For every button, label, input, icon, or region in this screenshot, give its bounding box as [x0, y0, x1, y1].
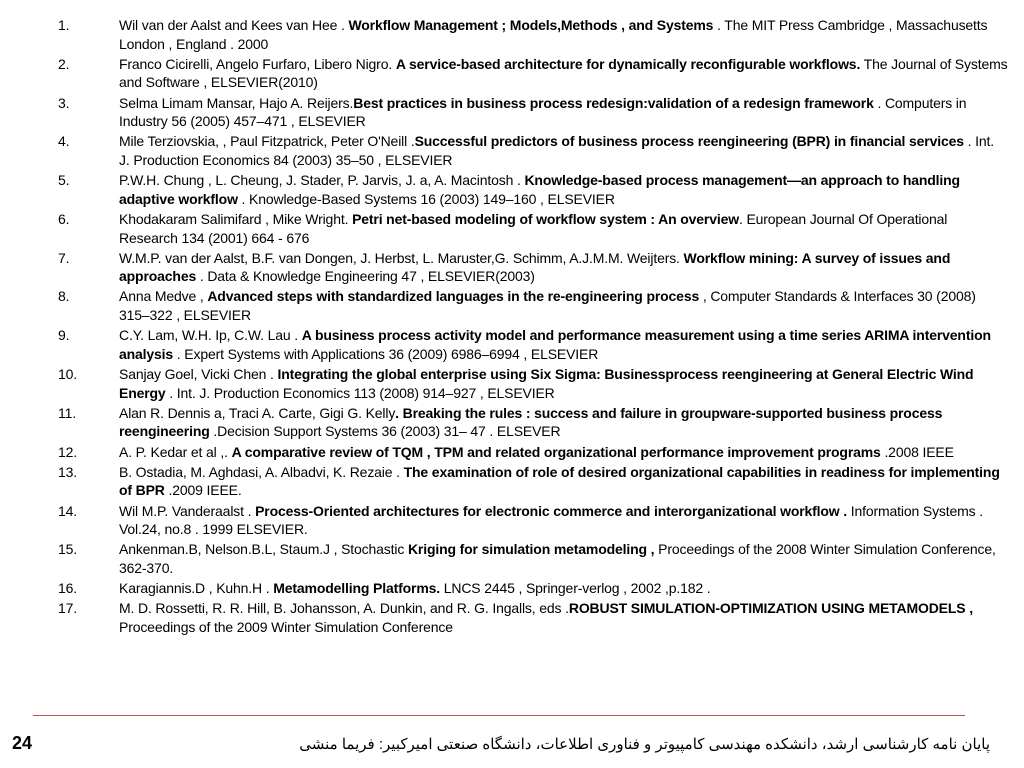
reference-item	[58, 249, 1008, 286]
reference-title: Metamodelling Platforms.	[273, 580, 440, 597]
reference-number: 3.	[58, 94, 70, 111]
reference-authors: Anna Medve ,	[119, 288, 208, 305]
reference-number: 10.	[58, 366, 78, 383]
reference-title: ROBUST SIMULATION-OPTIMIZATION USING METAMODELS ,	[568, 600, 973, 617]
reference-number: 1.	[58, 17, 70, 33]
reference-item	[58, 132, 1008, 169]
reference-authors: C.Y. Lam, W.H. Ip, C.W. Lau .	[119, 327, 302, 344]
reference-item	[58, 365, 1008, 402]
reference-authors: P.W.H. Chung , L. Cheung, J. Stader, P. Jarvis, J. a, A. Macintosh .	[119, 172, 525, 189]
reference-text	[119, 287, 1008, 324]
footer-caption: پایان نامه کارشناسی ارشد، دانشکده مهندسی کامپیوتر و فناوری اطلاعات، دانشگاه صنعتی امیرکبیر: فریما منشی	[299, 736, 990, 753]
reference-list	[58, 16, 1008, 638]
reference-source: . Data & Knowledge Engineering 47 , ELSEVIER(2003)	[196, 268, 535, 285]
reference-number: 5.	[58, 172, 70, 189]
reference-source: .2008 IEEE	[880, 443, 954, 460]
reference-text	[119, 210, 1008, 247]
reference-authors: Ankenman.B, Nelson.B.L, Staum.J , Stochastic	[119, 541, 408, 558]
reference-item	[58, 463, 1008, 500]
reference-source: Proceedings of the 2009 Winter Simulation Conference	[119, 618, 453, 635]
reference-number: 8.	[58, 288, 70, 305]
reference-title: . Breaking the rules : success and failure in groupware-supported business process reengineering	[119, 404, 943, 440]
reference-title: Best practices in business process redesign:validation of a redesign framework	[353, 94, 874, 111]
reference-text	[119, 326, 1008, 363]
reference-authors: Alan R. Dennis a, Traci A. Carte, Gigi G. Kelly	[119, 404, 396, 421]
reference-title: A service-based architecture for dynamically reconfigurable workflows.	[395, 55, 861, 72]
reference-authors: Wil van der Aalst and Kees van Hee .	[119, 17, 349, 33]
reference-text	[119, 365, 1008, 402]
reference-source: LNCS 2445 , Springer-verlog , 2002 ,p.182 .	[440, 580, 711, 597]
reference-number: 2.	[58, 55, 70, 72]
reference-authors: A. P. Kedar et al ,.	[119, 443, 232, 460]
reference-source: The Journal of Systems and Software , ELSEVIER(2010)	[119, 55, 1008, 91]
reference-number: 15.	[58, 541, 78, 558]
reference-item	[58, 287, 1008, 324]
reference-title: Advanced steps with standardized languages in the re-engineering process	[207, 288, 700, 305]
reference-item	[58, 171, 1008, 208]
reference-text	[119, 16, 1008, 53]
reference-item	[58, 404, 1008, 441]
reference-title: Petri net-based modeling of workflow system : An overview	[352, 210, 739, 227]
reference-source: . Int. J. Production Economics 113 (2008) 914–927 , ELSEVIER	[165, 384, 555, 401]
reference-item	[58, 599, 1008, 636]
reference-number: 16.	[58, 580, 78, 597]
reference-source: . Knowledge-Based Systems 16 (2003) 149–160 , ELSEVIER	[237, 190, 615, 207]
reference-title: A comparative review of TQM , TPM and related organizational performance improvement programs	[231, 443, 881, 460]
reference-authors: Selma Limam Mansar, Hajo A. Reijers.	[119, 94, 354, 111]
reference-title: The examination of role of desired organizational capabilities in readiness for implementing of BPR	[119, 463, 1000, 499]
reference-text	[119, 502, 1008, 539]
reference-title: Knowledge-based process management—an approach to handling adaptive workflow	[119, 172, 960, 207]
reference-text	[119, 463, 1008, 500]
reference-source: . The MIT Press Cambridge , Massachusetts London , England . 2000	[119, 17, 988, 52]
page-number: 24	[12, 733, 33, 753]
reference-number: 9.	[58, 327, 70, 344]
reference-source: , Computer Standards & Interfaces 30 (2008) 315–322 , ELSEVIER	[119, 288, 976, 324]
reference-authors: Mile Terziovskia, , Paul Fitzpatrick, Peter O'Neill .	[119, 133, 415, 150]
reference-authors: Franco Cicirelli, Angelo Furfaro, Libero Nigro.	[119, 55, 396, 72]
reference-item	[58, 579, 1008, 598]
reference-title: Successful predictors of business process reengineering (BPR) in financial services	[414, 133, 964, 150]
reference-authors: B. Ostadia, M. Aghdasi, A. Albadvi, K. Rezaie .	[119, 463, 404, 480]
reference-text	[119, 132, 1008, 169]
reference-title: Process-Oriented architectures for electronic commerce and interorganizational workflow .	[255, 502, 848, 519]
reference-number: 14.	[58, 502, 78, 519]
reference-text	[119, 579, 1008, 598]
reference-text	[119, 249, 1008, 286]
reference-number: 11.	[58, 404, 76, 421]
reference-source: . European Journal Of Operational Research 134 (2001) 664 - 676	[119, 210, 948, 246]
reference-item	[58, 16, 1008, 53]
reference-number: 17.	[58, 600, 78, 617]
reference-authors: Khodakaram Salimifard , Mike Wright.	[119, 210, 353, 227]
reference-text	[119, 540, 1008, 577]
reference-number: 12.	[58, 443, 78, 460]
reference-number: 13.	[58, 463, 78, 480]
reference-text	[119, 443, 1008, 462]
reference-item	[58, 55, 1008, 92]
reference-number: 6.	[58, 210, 70, 227]
reference-source: Information Systems . Vol.24, no.8 . 1999 ELSEVIER.	[119, 502, 983, 538]
reference-authors: M. D. Rossetti, R. R. Hill, B. Johansson, A. Dunkin, and R. G. Ingalls, eds .	[119, 600, 569, 617]
reference-item	[58, 502, 1008, 539]
reference-text	[119, 55, 1008, 92]
reference-authors: Wil M.P. Vanderaalst .	[119, 502, 256, 519]
reference-source: Proceedings of the 2008 Winter Simulation Conference, 362-370.	[119, 541, 996, 576]
reference-item	[58, 210, 1008, 247]
reference-item	[58, 326, 1008, 363]
reference-number: 7.	[58, 249, 70, 266]
reference-number: 4.	[58, 133, 70, 150]
reference-source: . Computers in Industry 56 (2005) 457–471 , ELSEVIER	[119, 94, 967, 130]
reference-title: A business process activity model and performance measurement using a time series ARIMA intervention analysis	[119, 327, 991, 362]
reference-text	[119, 94, 1008, 131]
reference-text	[119, 404, 1008, 441]
footer-divider	[33, 715, 965, 716]
reference-text	[119, 599, 1008, 636]
reference-source: . Expert Systems with Applications 36 (2009) 6986–6994 , ELSEVIER	[173, 345, 599, 362]
reference-title: Workflow mining: A survey of issues and approaches	[119, 249, 951, 285]
reference-source: . Int. J. Production Economics 84 (2003) 35–50 , ELSEVIER	[119, 133, 994, 168]
reference-authors: Karagiannis.D , Kuhn.H .	[119, 580, 274, 597]
reference-title: Kriging for simulation metamodeling ,	[407, 541, 655, 558]
reference-source: .2009 IEEE.	[164, 482, 242, 499]
reference-authors: Sanjay Goel, Vicki Chen .	[119, 366, 278, 383]
reference-title: Integrating the global enterprise using Six Sigma: Businessprocess reengineering at General Electric Wind Energy	[119, 366, 974, 401]
reference-text	[119, 171, 1008, 208]
reference-item	[58, 94, 1008, 131]
reference-item	[58, 540, 1008, 577]
reference-authors: W.M.P. van der Aalst, B.F. van Dongen, J. Herbst, L. Maruster,G. Schimm, A.J.M.M. Weijters.	[119, 249, 684, 266]
reference-source: .Decision Support Systems 36 (2003) 31– 47 . ELSEVER	[209, 423, 561, 440]
reference-title: Workflow Management ; Models,Methods , and Systems	[348, 17, 714, 33]
reference-item	[58, 443, 1008, 462]
